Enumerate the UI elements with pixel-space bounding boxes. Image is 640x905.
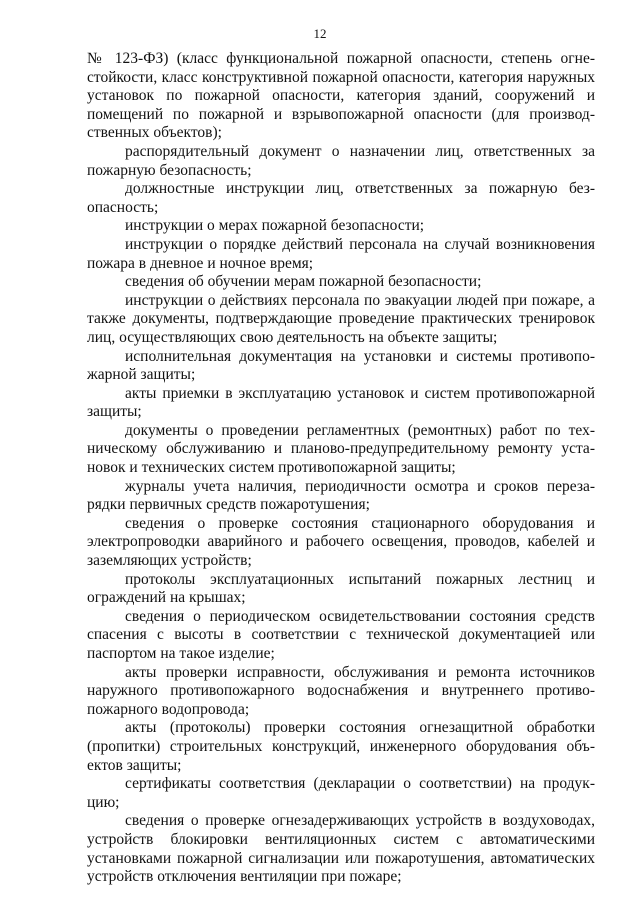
paragraph-ladder-test-protocols: протоколы эксплуатационных испытаний пожарных лестниц и ограждений на крышах; [87, 570, 595, 607]
paragraph-training-records: сведения об обучении мерам пожарной безопасности; [125, 273, 482, 291]
paragraph-extinguisher-logs: журналы учета наличия, периодичности осмотра и сроков перезарядки первичных средств пожаротушения; [87, 477, 595, 514]
paragraph-fire-damper-inspection: сведения о проверке огнезадерживающих устройств в воздуховодах, устройств блокировки вентиляционных систем с автоматическими установками пожарной сигнализации или пожаротушения, автоматических устройств отключения вентиляции при пожаре; [87, 812, 595, 886]
paragraph-maintenance-documents: документы о проведении регламентных (ремонтных) работ по техническому обслуживанию и планово-предупредительному ремонту установок и технических систем противопожарной защиты; [87, 421, 595, 477]
paragraph-job-instructions: должностные инструкции лиц, ответственных за пожарную безопасность; [87, 180, 595, 216]
paragraph-evacuation-instructions: инструкции о действиях персонала по эвакуации людей при пожаре, а также документы, подтверждающие проведение практических тренировок лиц, осуществляющих свою деятельность на объекте защиты; [87, 291, 595, 346]
paragraph-classification-requirements: № 123-ФЗ) (класс функциональной пожарной опасности, степень огнестойкости, класс конструктивной пожарной опасности, категория наружных установок по пожарной опасности, категория зданий, сооружений и помещений по пожарной и взрывопожарной опасности (для производственных объектов); [87, 50, 595, 142]
paragraph-responsible-persons-order: распорядительный документ о назначении лиц, ответственных за пожарную безопасность; [87, 142, 595, 179]
paragraph-water-supply-acts: акты проверки исправности, обслуживания и ремонта источников наружного противопожарного водоснабжения и внутреннего противопожарного водопровода; [87, 663, 595, 718]
paragraph-as-built-documentation: исполнительная документация на установки и системы противопожарной защиты; [87, 347, 595, 384]
page-number: 12 [313, 26, 327, 41]
paragraph-fire-action-instructions: инструкции о порядке действий персонала на случай возникновения пожара в дневное и ночное время; [87, 235, 595, 272]
paragraph-fireproofing-acts: акты (протоколы) проверки состояния огнезащитной обработки (пропитки) строительных конструкций, инженерного оборудования объектов защиты; [87, 719, 595, 774]
paragraph-acceptance-acts: акты приемки в эксплуатацию установок и систем противопожарной защиты; [87, 384, 595, 421]
paragraph-fire-safety-instructions: инструкции о мерах пожарной безопасности; [125, 217, 425, 235]
paragraph-conformity-certificates: сертификаты соответствия (декларации о соответствии) на продукцию; [87, 775, 595, 811]
paragraph-electrical-inspection: сведения о проверке состояния стационарного оборудования и электропроводки аварийного и рабочего освещения, проводов, кабелей и заземляющих устройств; [87, 514, 595, 570]
paragraph-rescue-equipment-inspection: сведения о периодическом освидетельствовании состояния средств спасения с высоты в соответствии с технической документацией или паспортом на такое изделие; [87, 607, 595, 662]
body-text [87, 50, 595, 887]
